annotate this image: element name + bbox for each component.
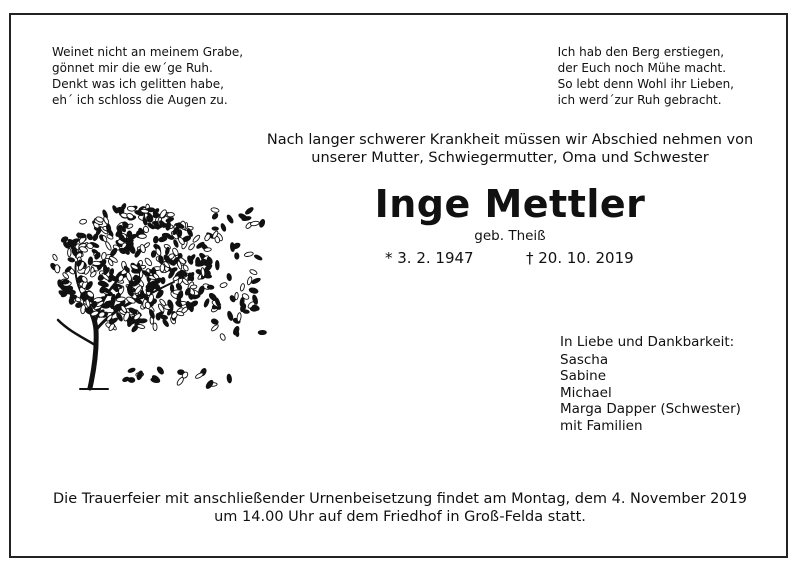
poem-left-line: Weinet nicht an meinem Grabe, [52,45,244,59]
maiden-name: geb. Theiß [474,228,546,244]
mourner-name: Sascha [560,351,609,368]
mourner-name: Sabine [560,368,607,385]
mourner-name: mit Familien [560,417,643,434]
birth-date: * 3. 2. 1947 [385,249,474,267]
intro-line: unserer Mutter, Schwiegermutter, Oma und Schwester [311,150,709,166]
mourners-list [560,352,741,435]
mourner-name: Michael [560,384,612,401]
mourner-name: Marga Dapper (Schwester) [560,401,741,418]
intro-line: Nach langer schwerer Krankheit müssen wir Abschied nehmen von [266,132,754,148]
poem-left-line: gönnet mir die ew´ge Ruh. [52,61,213,75]
poem-left-line: eh´ ich schloss die Augen zu. [52,93,228,107]
death-date: † 20. 10. 2019 [526,249,634,267]
poem-left [52,44,243,108]
intro-text [250,131,770,167]
funeral-info-line: Die Trauerfeier mit anschließender Urnenbeisetzung findet am Montag, dem 4. November 2019 [53,491,747,507]
poem-right-line: Ich hab den Berg erstiegen, [557,45,725,59]
poem-right-line: ich werd´zur Ruh gebracht. [557,93,722,107]
mourners-block [560,334,741,435]
poem-right [558,44,734,108]
poem-right-line: So lebt denn Wohl ihr Lieben, [557,77,734,91]
deceased-name: Inge Mettler [374,182,646,226]
windblown-tree-icon [40,170,270,395]
poem-left-line: Denkt was ich gelitten habe, [52,77,224,91]
funeral-info-line: um 14.00 Uhr auf dem Friedhof in Groß-Felda statt. [214,509,586,525]
poem-right-line: der Euch noch Mühe macht. [557,61,727,75]
mourners-heading: In Liebe und Dankbarkeit: [560,334,735,350]
funeral-info [20,490,780,526]
